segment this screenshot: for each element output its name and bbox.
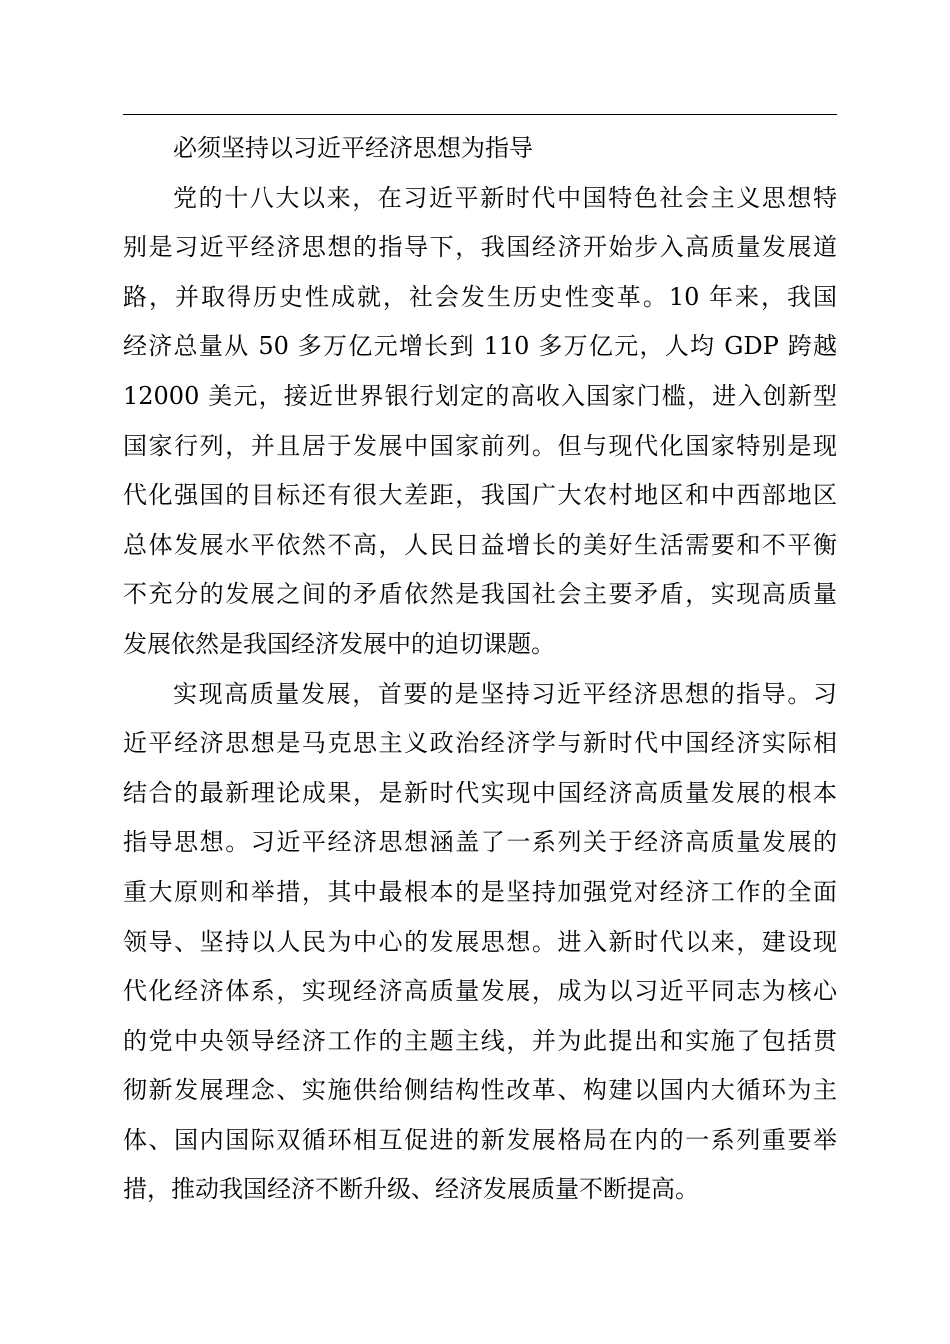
paragraph-line: 结合的最新理论成果，是新时代实现中国经济高质量发展的根本 [123,778,837,807]
paragraph-line: 近平经济思想是马克思主义政治经济学与新时代中国经济实际相 [123,729,837,758]
document-body [123,124,837,1215]
paragraph-line: 实现高质量发展，首要的是坚持习近平经济思想的指导。习 [173,679,837,708]
paragraph-line: 经济总量从 50 多万亿元增长到 110 多万亿元，人均 GDP 跨越 [123,332,837,361]
header-rule [123,114,837,115]
paragraph-line: 路，并取得历史性成就，社会发生历史性变革。10 年来，我国 [123,282,837,311]
paragraph-1 [123,174,837,670]
paragraph-line: 发展依然是我国经济发展中的迫切课题。 [123,629,555,658]
paragraph-line: 代化经济体系，实现经济高质量发展，成为以习近平同志为核心 [123,977,837,1006]
paragraph-line: 国家行列，并且居于发展中国家前列。但与现代化国家特别是现 [123,431,837,460]
paragraph-line: 12000 美元，接近世界银行划定的高收入国家门槛，进入创新型 [123,381,837,410]
paragraph-2 [123,670,837,1216]
paragraph-line: 的党中央领导经济工作的主题主线，并为此提出和实施了包括贯 [123,1026,837,1055]
paragraph-line: 总体发展水平依然不高，人民日益增长的美好生活需要和不平衡 [123,530,837,559]
paragraph-line: 代化强国的目标还有很大差距，我国广大农村地区和中西部地区 [123,481,837,510]
paragraph-line: 指导思想。习近平经济思想涵盖了一系列关于经济高质量发展的 [123,828,837,857]
paragraph-line: 彻新发展理念、实施供给侧结构性改革、构建以国内大循环为主 [123,1076,837,1105]
section-heading: 必须坚持以习近平经济思想为指导 [173,134,533,162]
paragraph-line: 领导、坚持以人民为中心的发展思想。进入新时代以来，建设现 [123,927,837,956]
paragraph-line: 党的十八大以来，在习近平新时代中国特色社会主义思想特 [173,183,837,212]
paragraph-line: 别是习近平经济思想的指导下，我国经济开始步入高质量发展道 [123,233,837,262]
paragraph-line: 措，推动我国经济不断升级、经济发展质量不断提高。 [123,1175,699,1204]
paragraph-line: 体、国内国际双循环相互促进的新发展格局在内的一系列重要举 [123,1125,837,1154]
paragraph-line: 不充分的发展之间的矛盾依然是我国社会主要矛盾，实现高质量 [123,580,837,609]
paragraph-line: 重大原则和举措，其中最根本的是坚持加强党对经济工作的全面 [123,877,837,906]
